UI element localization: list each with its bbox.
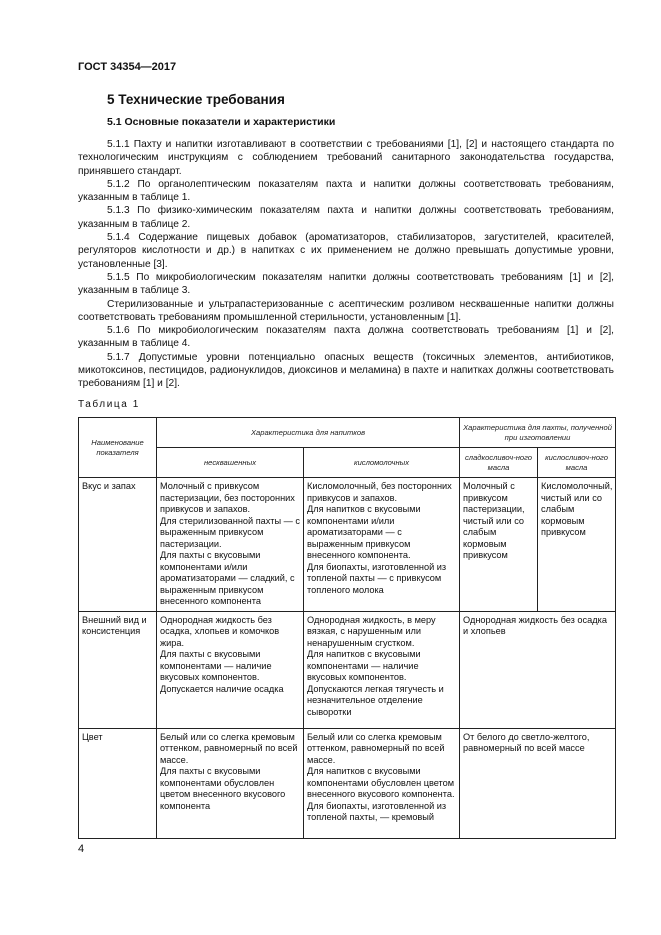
th-sweet-cream-butter: сладкосливоч-ного масла [460, 448, 538, 478]
paragraph-5-1-2: 5.1.2 По органолептическим показателям пахта и напитки должны соответствовать требованиям, указанным в таблице 1. [78, 178, 614, 204]
paragraph-5-1-4: 5.1.4 Содержание пищевых добавок (ароматизаторов, стабилизаторов, загустителей, красителей, регуляторов кислотности и др.) в напитках с их применением не должно превышать допустимые уровни, установленные [3]. [78, 232, 614, 270]
cell-fermented: Кисломолочный, без посторонних привкусов и запахов. Для напитков с вкусовыми компонентами и/или ароматизаторами — с выраженным привкусом внесенного компонента. Для биопахты, изготовленной из топленой пахты — с привкусом топленого молока [304, 478, 460, 612]
th-indicator-name: Наименование показателя [79, 418, 157, 478]
cell-nonfermented: Однородная жидкость без осадка, хлопьев и комочков жира. Для пахты с вкусовыми компонентами — наличие вкусовых компонентов. Допускается наличие осадка [157, 611, 304, 728]
page-number: 4 [78, 843, 85, 855]
cell-fermented: Белый или со слегка кремовым оттенком, равномерный по всей массе. Для напитков с вкусовыми компонентами обусловлен цветом внесенного вкусового компонента. Для биопахты, изготовленной из топленой пахты, — кремовый [304, 728, 460, 838]
th-sour-cream-butter: кислосливоч-ного масла [538, 448, 616, 478]
row-name: Цвет [79, 728, 157, 838]
cell-pahta-sour: Кисломолочный, чистый или со слабым кормовым привкусом [538, 478, 616, 612]
th-fermented: кисломолочных [304, 448, 460, 478]
th-drinks-group: Характеристика для напитков [157, 418, 460, 448]
table-row [79, 611, 616, 728]
standard-header: ГОСТ 34354—2017 [78, 61, 177, 73]
table-caption: Таблица 1 [78, 399, 140, 410]
subsection-title: 5.1 Основные показатели и характеристики [107, 116, 336, 128]
body-text [78, 138, 614, 391]
cell-nonfermented: Белый или со слегка кремовым оттенком, равномерный по всей массе. Для пахты с вкусовыми компонентами обусловлен цветом внесенного вкусового компонента [157, 728, 304, 838]
cell-fermented: Однородная жидкость, в меру вязкая, с нарушенным или ненарушенным сгустком. Для напитков с вкусовыми компонентами — наличие вкусовых компонентов. Допускаются легкая тягучесть и незначительное отделение сыворотки [304, 611, 460, 728]
section-title: 5 Технические требования [107, 92, 285, 107]
th-nonfermented: несквашенных [157, 448, 304, 478]
table-row [79, 478, 616, 612]
cell-pahta-sweet: Молочный с привкусом пастеризации, чистый или со слабым кормовым привкусом [460, 478, 538, 612]
paragraph-5-1-6: 5.1.6 По микробиологическим показателям пахта должна соответствовать требованиям [1] и [2], указанным в таблице 4. [78, 325, 614, 350]
paragraph-5-1-1: 5.1.1 Пахту и напитки изготавливают в соответствии с требованиями [1], [2] и настоящего стандарта по технологическим инструкциям с соблюдением требований санитарного законодательства государства, принявшего стандарт. [78, 139, 614, 177]
paragraph-5-1-3: 5.1.3 По физико-химическим показателям пахта и напитки должны соответствовать требованиям, указанным в таблице 2. [78, 205, 614, 230]
cell-pahta: От белого до светло-желтого, равномерный по всей массе [460, 728, 616, 838]
paragraph-5-1-5: 5.1.5 По микробиологическим показателям напитки должны соответствовать требованиям [1] и [2], указанным в таблице 3. [78, 271, 614, 297]
paragraph-sterility: Стерилизованные и ультрапастеризованные с асептическим розливом несквашенные напитки должны соответствовать требованиям промышленной стерильности, установленным [1]. [78, 298, 614, 323]
th-pahta-group: Характеристика для пахты, полученной при изготовлении [460, 418, 616, 448]
paragraph-5-1-7: 5.1.7 Допустимые уровни потенциально опасных веществ (токсичных элементов, антибиотиков, микотоксинов, пестицидов, радионуклидов, диоксинов и меламина) в пахте и напитках должны соответствовать требованиям [1] и [2]. [78, 351, 614, 390]
cell-nonfermented: Молочный с привкусом пастеризации, без посторонних привкусов и запахов. Для стерилизованной пахты — с выраженным привкусом пастеризации. Для пахты с вкусовыми компонентами и/или ароматизаторами — сладкий, с выраженным привкусом внесенного компонента [157, 478, 304, 612]
cell-pahta: Однородная жидкость без осадка и хлопьев [460, 611, 616, 728]
row-name: Вкус и запах [79, 478, 157, 612]
table-row [79, 728, 616, 838]
organoleptic-table [78, 417, 616, 839]
row-name: Внешний вид и консистенция [79, 611, 157, 728]
